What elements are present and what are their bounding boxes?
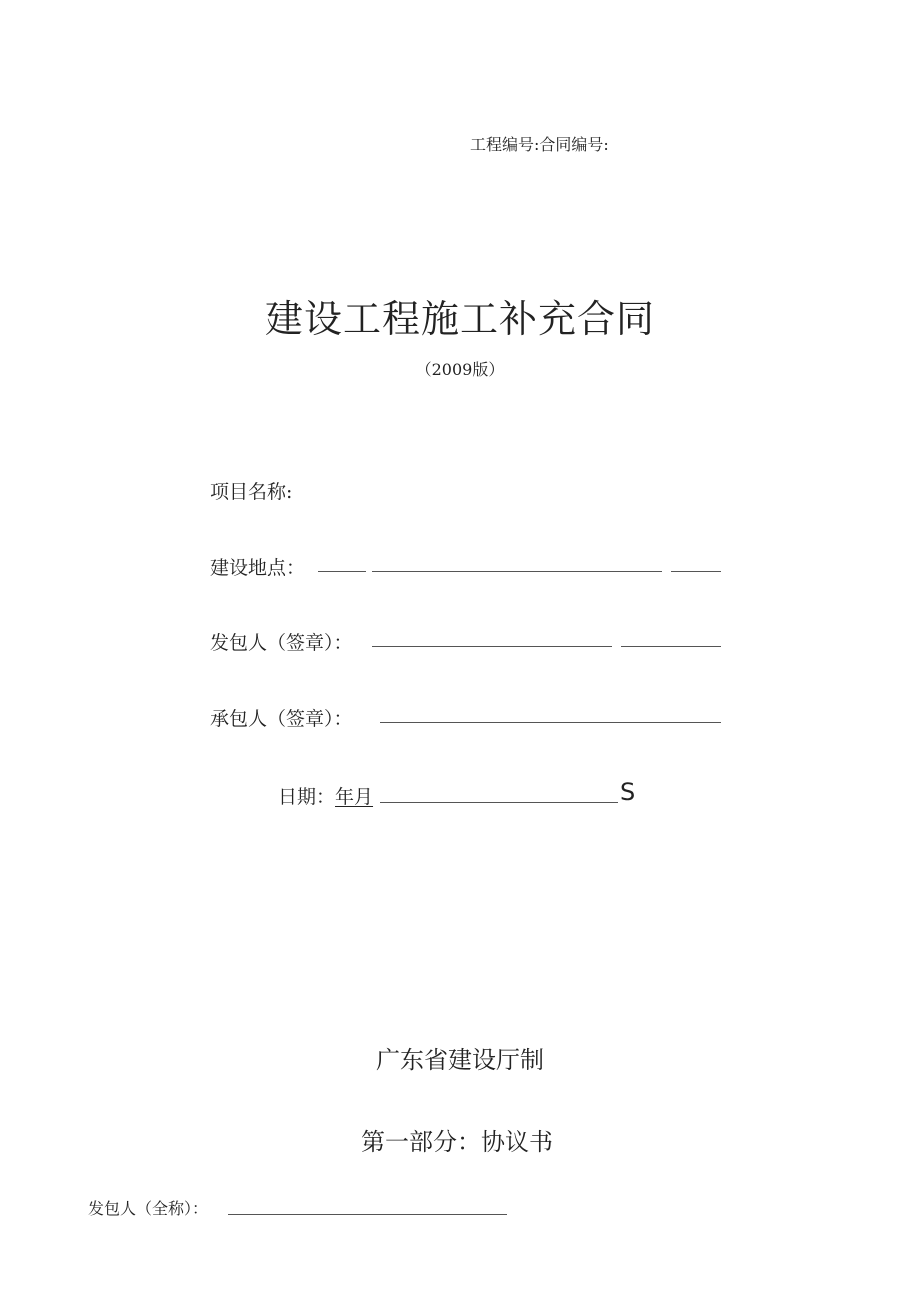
location-blank-1 [318, 571, 366, 572]
document-title: 建设工程施工补充合同 [264, 297, 655, 341]
employer-signature-blank-2 [621, 646, 721, 647]
employer-fullname-blank [228, 1214, 507, 1215]
part-one-title: 第一部分：协议书 [361, 1128, 553, 1156]
edition-label: （2009版） [415, 360, 505, 379]
date-label: 日期： [278, 786, 336, 808]
contractor-signature-label: 承包人（签章）： [210, 708, 353, 730]
issuer-label: 广东省建设厅制 [376, 1046, 544, 1074]
location-blank-3 [671, 571, 721, 572]
date-field [278, 782, 373, 809]
employer-fullname-label: 发包人（全称）： [88, 1199, 209, 1218]
project-name-label: 项目名称: [210, 481, 293, 503]
date-blank [380, 802, 618, 803]
date-year-month: 年月 [335, 786, 374, 808]
location-label: 建设地点： [210, 557, 306, 579]
date-mark: S [620, 778, 636, 806]
location-blank-2 [372, 571, 662, 572]
employer-signature-label: 发包人（签章）： [210, 632, 353, 654]
project-contract-number: 工程编号:合同编号: [470, 135, 609, 154]
contractor-signature-blank [380, 722, 721, 723]
employer-signature-blank-1 [372, 646, 612, 647]
